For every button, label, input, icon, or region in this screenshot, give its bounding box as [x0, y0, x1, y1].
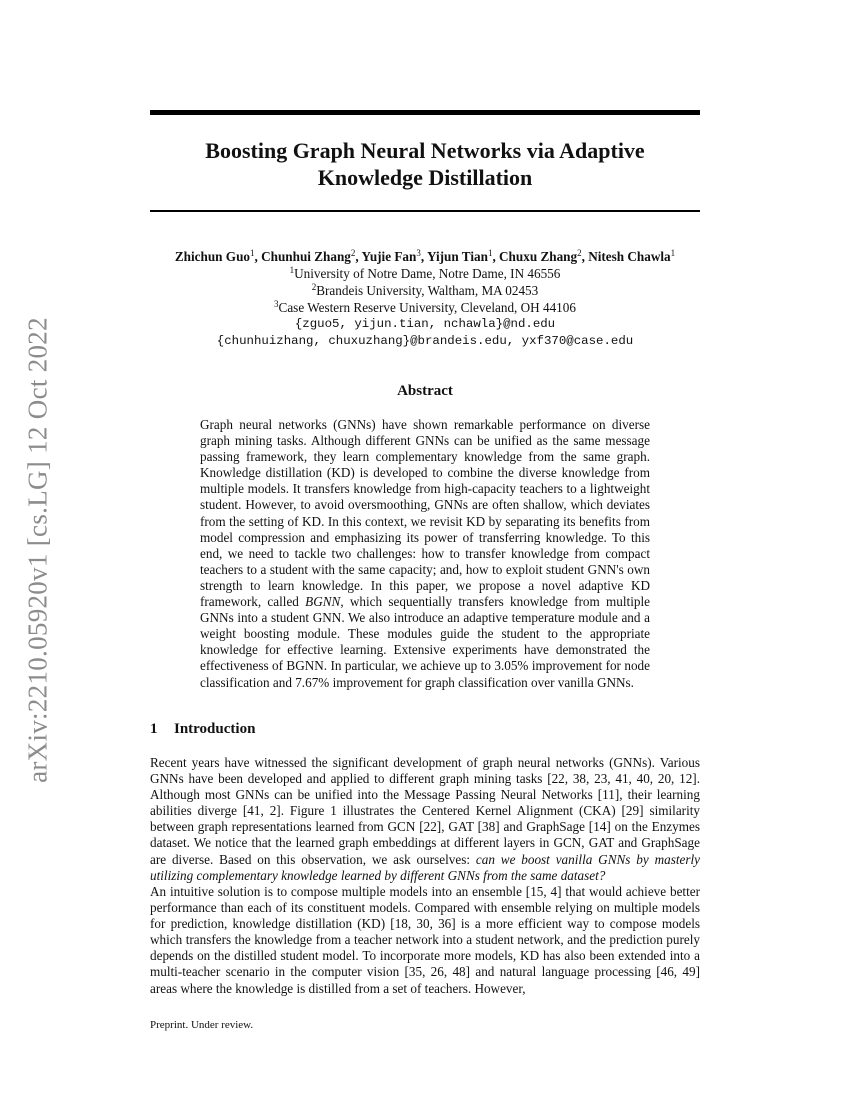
- author-affiliation-mark: 1: [487, 248, 493, 258]
- author-name: Zhichun Guo: [174, 249, 250, 264]
- arxiv-identifier-text: arXiv:2210.05920v1 [cs.LG] 12 Oct 2022: [22, 317, 53, 783]
- author-name: Nitesh Chawla: [588, 249, 671, 264]
- affiliation-line: [120, 282, 730, 299]
- research-question: can we boost vanilla GNNs by masterly utilizing complementary knowledge learned by different GNNs from the same dataset?: [150, 851, 700, 883]
- abstract-text-part: , which sequentially transfers knowledge from multiple GNNs into a student GNN. We also introduce an adaptive temperature module and a weight boosting module. These modules guide the student to the appropriate knowledge for effective learning. Extensive experiments have demonstrated the effectiveness of BGNN. In particular, we achieve up to 3.05% improvement for node classification and 7.67% improvement for graph classification over vanilla GNNs.: [200, 594, 650, 690]
- abstract-method-name: BGNN: [305, 594, 341, 610]
- author-name: Yujie Fan: [361, 249, 417, 264]
- intro-paragraph-1: [150, 755, 700, 884]
- abstract-heading: Abstract: [397, 383, 453, 399]
- title-top-rule: [150, 110, 700, 115]
- section-title: Introduction: [174, 721, 256, 737]
- email-line-brandeis-case: {chunhuizhang, chuxuzhang}@brandeis.edu, yxf370@case.edu: [216, 334, 634, 348]
- affiliation-number: 2: [311, 282, 317, 292]
- title-bottom-rule: [150, 210, 700, 212]
- author-affiliation-mark: 1: [250, 248, 255, 258]
- author-affiliation-mark: 2: [577, 248, 582, 258]
- author-name: Chuxu Zhang: [499, 249, 578, 264]
- affiliation-text: Brandeis University, Waltham, MA 02453: [316, 283, 539, 298]
- author-names: Zhichun Guo$^1$, Chunhui Zhang$^2$, Yujie Fan$^3$, Yijun Tian$^1$, Chuxu Zhang$^2$, Nitesh Chawla$^1$: [174, 248, 676, 264]
- author-name: Chunhui Zhang: [261, 249, 351, 264]
- arxiv-identifier-stamp: [18, 300, 58, 800]
- preprint-footer: Preprint. Under review.: [150, 1019, 254, 1031]
- paragraph-text: Recent years have witnessed the significant development of graph neural networks (GNNs). Various GNNs have been developed and applied to different graph mining tasks [22, 38, 23, 41, 40, 20, 12]. Although most GNNs can be unified into the Message Passing Neural Networks [11], their learning abilities diverge [41, 2]. Figure 1 illustrates the Centered Kernel Alignment (CKA) [29] similarity between graph representations learned from GCN [22], GAT [38] and GraphSage [14] on the Enzymes dataset. We notice that the learned graph embeddings at different layers in GCN, GAT and GraphSage are diverse. Based on this observation, we ask ourselves:: [150, 755, 700, 867]
- section-heading-introduction: [150, 721, 255, 738]
- paper-title: Boosting Graph Neural Networks via Adaptive Knowledge Distillation: [205, 138, 645, 190]
- abstract-body: [200, 417, 650, 691]
- author-block: [120, 248, 730, 350]
- author-name: Yijun Tian: [426, 249, 488, 264]
- affiliation-text: Case Western Reserve University, Cleveland, OH 44106: [278, 300, 576, 315]
- affiliation-line: [120, 299, 730, 316]
- email-line-nd: {zguo5, yijun.tian, nchawla}@nd.edu: [294, 317, 556, 331]
- author-affiliation-mark: 1: [670, 248, 676, 258]
- affiliation-number: 1: [289, 265, 295, 275]
- abstract-text-part: Graph neural networks (GNNs) have shown remarkable performance on diverse graph mining tasks. Although different GNNs can be unified as the same message passing framework, they learn complementary knowledge from the same graph. Knowledge distillation (KD) is developed to combine the diverse knowledge from multiple models. It transfers knowledge from high-capacity teachers to a lightweight student. However, to avoid oversmoothing, GNNs are often shallow, which deviates from the setting of KD. In this context, we revisit KD by separating its benefits from model compression and emphasizing its power of transferring knowledge. To this end, we need to tackle two challenges: how to transfer knowledge from compact teachers to a student with the same capacity; and, how to exploit student GNN's own strength to learn knowledge. In this paper, we propose a novel adaptive KD framework, called: [200, 417, 650, 610]
- section-number: 1: [150, 721, 158, 737]
- affiliation-line: [120, 265, 730, 282]
- affiliation-number: 3: [274, 299, 279, 309]
- affiliation-text: University of Notre Dame, Notre Dame, IN 46556: [294, 266, 561, 281]
- author-affiliation-mark: 2: [350, 248, 356, 258]
- author-affiliation-mark: 3: [416, 248, 421, 258]
- intro-paragraph-2: An intuitive solution is to compose multiple models into an ensemble [15, 4] that would achieve better performance than each of its constituent models. Compared with ensemble relying on multiple models for prediction, knowledge distillation (KD) [18, 30, 36] is a more efficient way to compose models which transfers the knowledge from a teacher network into a student network, and the prediction purely depends on the distilled student model. To incorporate more models, KD has also been extended into a multi-teacher scenario in the computer vision [35, 26, 48] and natural language processing [46, 49] areas where the knowledge is distilled from a set of teachers. However,: [150, 884, 700, 996]
